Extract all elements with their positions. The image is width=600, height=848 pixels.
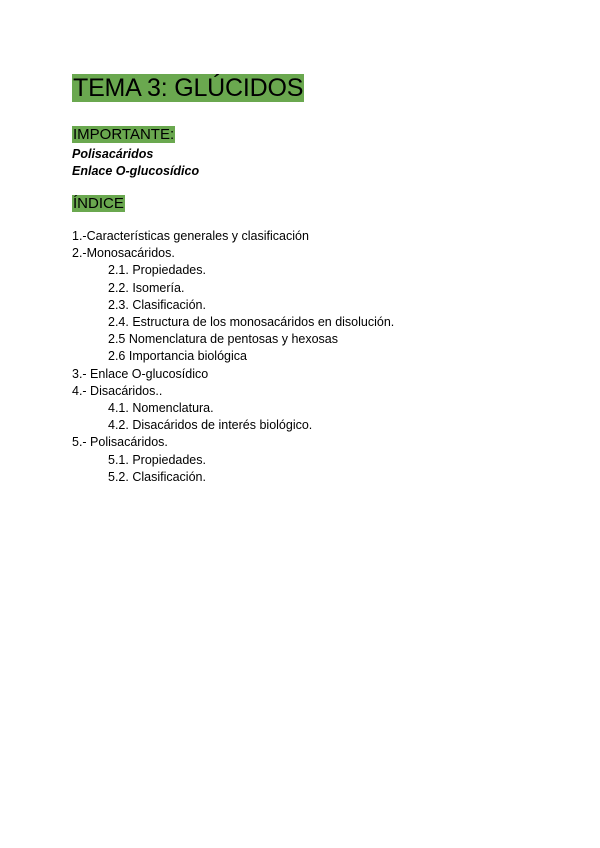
toc-item: 1.-Características generales y clasificación <box>72 229 309 243</box>
index-heading-highlight: ÍNDICE <box>73 195 124 212</box>
important-item: Polisacáridos <box>72 147 154 161</box>
page-title <box>72 73 304 103</box>
toc-item: 2.6 Importancia biológica <box>108 349 247 364</box>
toc-item: 5.1. Propiedades. <box>108 452 206 467</box>
toc-item: 2.5 Nomenclatura de pentosas y hexosas <box>108 332 338 347</box>
toc-item: 2.1. Propiedades. <box>108 263 206 278</box>
important-item: Enlace O-glucosídico <box>72 164 200 178</box>
table-of-contents <box>72 228 394 486</box>
toc-item: 4.1. Nomenclatura. <box>108 401 214 416</box>
important-heading <box>72 125 175 144</box>
index-heading <box>72 194 125 213</box>
toc-item: 2.2. Isomería. <box>108 280 185 295</box>
toc-item: 3.- Enlace O-glucosídico <box>72 366 209 381</box>
toc-item: 5.- Polisacáridos. <box>72 435 168 450</box>
title-highlight: TEMA 3: GLÚCIDOS <box>73 74 304 102</box>
toc-item: 2.4. Estructura de los monosacáridos en disolución. <box>108 315 395 330</box>
toc-item: 2.3. Clasificación. <box>108 297 206 312</box>
toc-item: 5.2. Clasificación. <box>108 469 206 484</box>
important-list <box>72 146 199 180</box>
important-heading-highlight: IMPORTANTE: <box>73 126 175 143</box>
toc-item: 4.- Disacáridos.. <box>72 383 163 398</box>
toc-item: 2.-Monosacáridos. <box>72 246 175 261</box>
toc-item: 4.2. Disacáridos de interés biológico. <box>108 418 313 433</box>
